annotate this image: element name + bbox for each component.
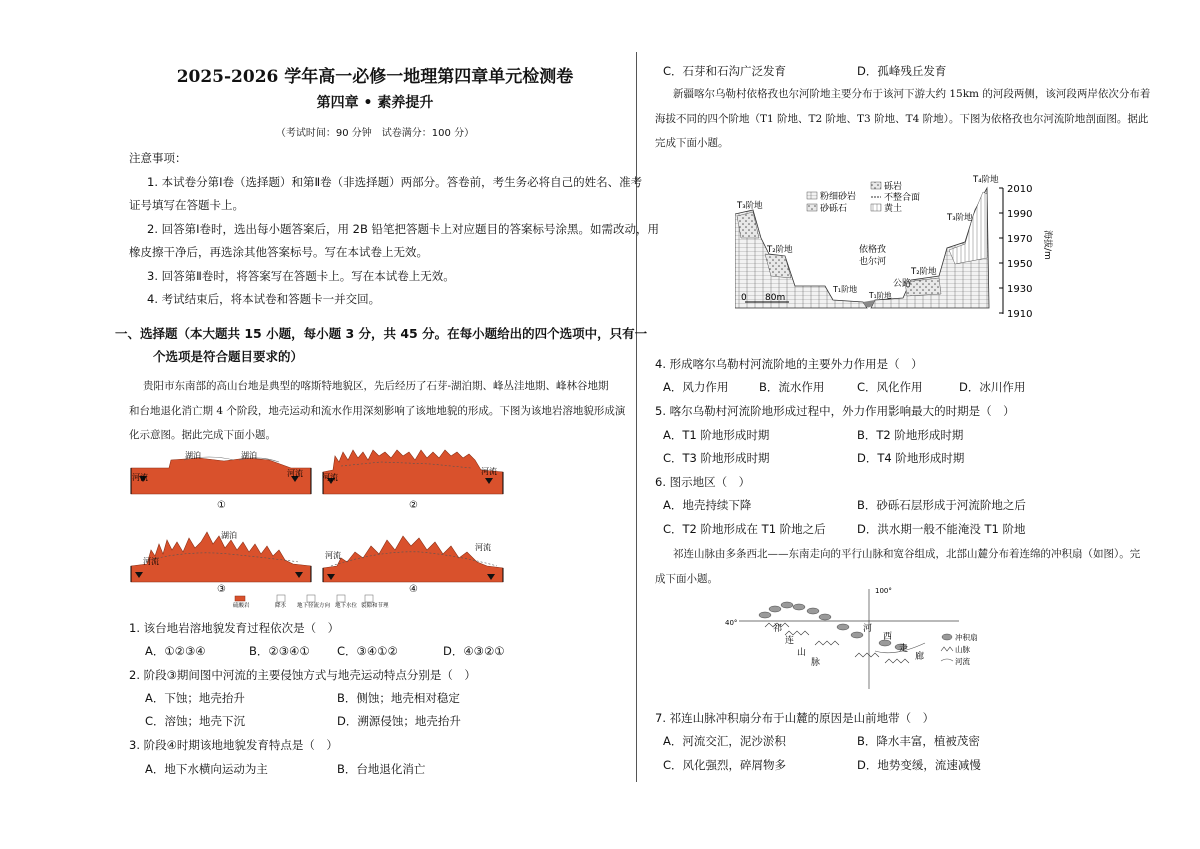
section-heading-cont: 个选项是符合题目要求的） [153,349,304,364]
notice-item: 3. 回答第Ⅱ卷时，将答案写在答题卡上。写在本试卷上无效。 [147,269,455,283]
y-tick: 1910 [1007,309,1033,320]
exam-time-info: （考试时间：90 分钟 试卷满分：100 分） [275,128,475,139]
option: B．流水作用 [759,380,825,394]
option: C．③④①② [337,644,398,658]
notice-item: 2. 回答第Ⅰ卷时，选出每小题答案后，用 2B 铅笔把答题卡上对应题目的答案标号涂黑。如需改动，用 [147,222,660,236]
fig1-label: 河流 [287,469,303,478]
section-heading: 一、选择题（本大题共 15 小题，每小题 3 分，共 45 分。在每小题给出的四个选项中，只有一 [115,326,648,341]
terrace-label: T₄阶地 [973,175,999,185]
option: A．T1 阶地形成时期 [663,428,770,442]
panel-number: ③ [217,584,226,595]
notice-item: 1. 本试卷分第Ⅰ卷（选择题）和第Ⅱ卷（非选择题）两部分。答卷前，考生务必将自己的姓名、准考 [147,175,643,189]
option: C．T3 阶地形成时期 [663,451,770,465]
fig1-label: 河流 [325,551,341,560]
panel-2 [323,450,503,494]
option: A．河流交汇，泥沙淤积 [663,734,786,748]
terrace-label: T₃阶地 [737,201,763,211]
option: D．T4 阶地形成时期 [857,451,965,465]
map-label: 祁 [773,624,783,634]
y-tick: 1970 [1007,234,1033,245]
notice-heading: 注意事项： [129,151,187,165]
passage-line: 完成下面小题。 [655,137,729,149]
notice-item: 橡皮擦干净后，再选涂其他答案标号。写在本试卷上无效。 [129,245,428,259]
legend-label: 山脉 [955,645,970,654]
option: A．风力作用 [663,380,729,394]
fig1-label: 湖泊 [221,531,237,540]
option: C．风化强烈，碎屑物多 [663,758,787,772]
legend-label: 砂砾石 [820,204,848,214]
scale-label: 80m [765,293,786,303]
question-1: 1. 该台地岩溶地貌发育过程依次是（ ） [129,621,340,635]
longitude-label: 100° [875,587,892,595]
panel-1 [131,457,311,494]
question-6: 6. 图示地区（ ） [655,475,751,489]
y-tick: 2010 [1007,184,1033,195]
question-7: 7. 祁连山脉冲积扇分布于山麓的原因是山前地带（ ） [655,711,935,725]
scale-label: 0 [741,293,747,303]
page-subtitle: 第四章 • 素养提升 [316,95,434,111]
option: D．冰川作用 [959,380,1026,394]
legend-label: 不整合面 [884,193,921,203]
notice-item: 证号填写在答题卡上。 [129,198,244,212]
fig1-label: 河流 [143,557,159,566]
option: C．T2 阶地形成在 T1 阶地之后 [663,522,826,536]
option: B．T2 阶地形成时期 [857,428,964,442]
terrace-label: T₂阶地 [911,267,937,277]
axis-title: 海拔/m [1042,230,1052,260]
option: B．台地退化消亡 [337,762,426,776]
fig1-label: 河流 [475,543,491,552]
legend-label: 地下水位 [335,603,358,608]
legend-label: 降水 [275,603,287,608]
option: D．溯源侵蚀；地壳抬升 [337,714,461,728]
fig1-label: 湖泊 [185,451,201,460]
option: D．洪水期一般不能淹没 T1 阶地 [857,522,1026,536]
option: D．孤峰残丘发育 [857,64,947,78]
option: B．侧蚀；地壳相对稳定 [337,691,460,705]
option: D．④③②① [443,644,505,658]
legend-label: 砾岩 [884,182,903,192]
legend-label: 黄土 [884,204,903,214]
page-title: 2025-2026 学年高一必修一地理第四章单元检测卷 [176,67,574,87]
option: B．砂砾石层形成于河流阶地之后 [857,498,1026,512]
legend-label: 粉细砂岩 [820,192,857,202]
option: C．溶蚀；地壳下沉 [145,714,246,728]
river-terrace-profile [735,168,1055,320]
fig1-label: 湖泊 [241,451,257,460]
y-tick: 1990 [1007,209,1033,220]
passage-line: 和台地退化消亡期 4 个阶段，地壳运动和流水作用深刻影响了该地地貌的形成。下图为该地岩溶地貌形成演 [129,405,626,417]
option: B．降水丰富，植被茂密 [857,734,980,748]
passage-line: 成下面小题。 [655,573,718,585]
panel-number: ④ [409,584,418,595]
y-tick: 1930 [1007,284,1033,295]
map-label: 西 [883,632,893,642]
river-label: 也尔河 [859,257,887,267]
option: C．风化作用 [857,380,923,394]
map-label: 走 [899,644,909,654]
map-label: 河 [863,624,873,634]
map-label: 山 [797,648,807,658]
fig1-label: 河流 [322,473,338,482]
terrace-label: T₁阶地 [869,291,892,300]
passage-line: 新疆喀尔乌勒村依格孜也尔河阶地主要分布于该河下游大约 15km 的河段两侧，该河段两岸依次分布着 [673,88,1151,100]
column-divider [636,52,637,782]
terrace-label: T₁阶地 [833,285,858,294]
passage-line: 祁连山脉由多条西北——东南走向的平行山脉和宽谷组成，北部山麓分布着连绵的冲积扇（如图）。完 [673,548,1141,560]
option: A．地下水横向运动为主 [145,762,268,776]
passage-line: 化示意图。据此完成下面小题。 [129,429,276,441]
latitude-label: 40° [725,619,738,627]
legend-label: 冲积扇 [955,633,978,642]
option: B．②③④① [249,644,310,658]
notice-item: 4. 考试结束后，将本试卷和答题卡一并交回。 [147,292,381,306]
map-label: 脉 [811,658,821,668]
legend-label: 河流 [955,657,970,666]
panel-number: ① [217,500,226,511]
river-label: 依格孜 [859,245,887,255]
map-label: 廊 [915,652,925,662]
question-2: 2. 阶段③期间图中河流的主要侵蚀方式与地壳运动特点分别是（ ） [129,668,476,682]
option: A．①②③④ [145,644,206,658]
passage-line: 贵阳市东南部的高山台地是典型的喀斯特地貌区，先后经历了石芽-湖泊期、峰丛洼地期、峰林谷地期 [143,380,609,392]
legend-label: 硫酸岩 [233,603,250,608]
karst-evolution-figure [129,446,509,608]
terrace-label: T₂阶地 [767,245,793,255]
option: D．地势变缓，流速减慢 [857,758,981,772]
option: A．下蚀；地壳抬升 [145,691,245,705]
fig1-label: 河流 [132,473,148,482]
question-5: 5. 喀尔乌勒村河流阶地形成过程中，外力作用影响最大的时期是（ ） [655,404,1015,418]
fig1-label: 河流 [481,467,497,476]
passage-line: 海拔不同的四个阶地（T1 阶地、T2 阶地、T3 阶地、T4 阶地）。下图为依格孜也尔河流阶地剖面图。据此 [655,113,1149,125]
map-label: 连 [785,636,795,646]
panel-number: ② [409,500,418,511]
option: C．石芽和石沟广泛发育 [663,64,787,78]
question-3: 3. 阶段④时期该地地貌发育特点是（ ） [129,738,338,752]
question-4: 4. 形成喀尔乌勒村河流阶地的主要外力作用是（ ） [655,357,923,371]
legend-label: 地下径流方向 [297,603,331,608]
legend-label: 裂隙和节理 [361,603,389,608]
road-label: 公路 [893,279,912,289]
terrace-label: T₃阶地 [947,213,973,223]
y-tick: 1950 [1007,259,1033,270]
option: A．地壳持续下降 [663,498,752,512]
qilian-alluvial-fan-map [725,585,1005,690]
